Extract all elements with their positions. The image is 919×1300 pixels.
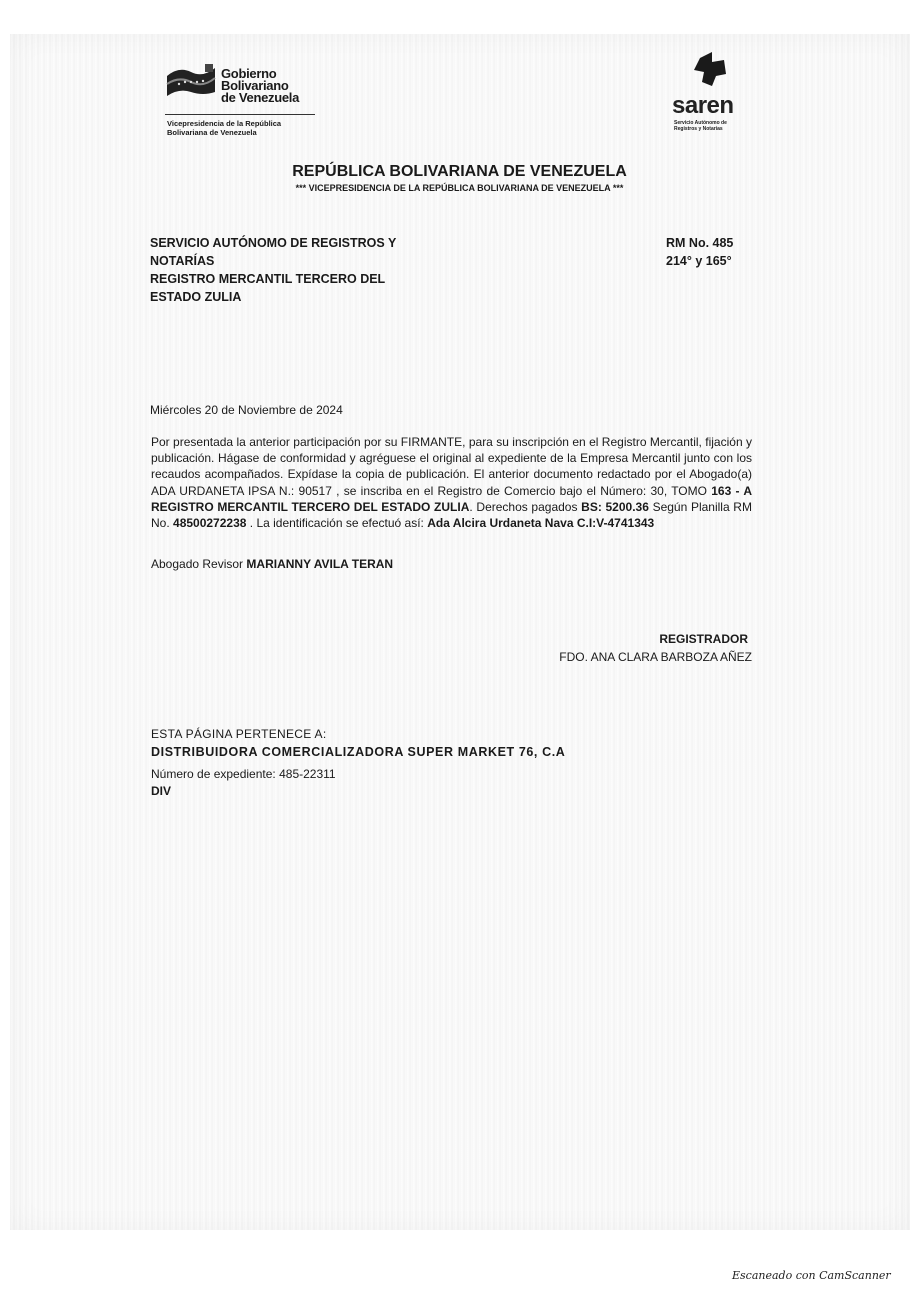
office-block	[150, 234, 396, 306]
identified-person: Ada Alcira Urdaneta Nava	[427, 516, 574, 531]
body-text-1: Por presentada la anterior participación por su FIRMANTE, para su inscripción en el Registro Mercantil, fijación y publicación. Hágase de conformidad y agréguese el original al expediente de la Empresa Mercantil junto con los recaudos acompañados. Expídase la copia de publicación. El anterior documento redactado por el Abogado(a) ADA URDANETA IPSA N.: 90517 , se inscriba en el Registro de Comercio bajo el Número: 30, TOMO	[151, 435, 752, 498]
gov-logo-line-1: Gobierno	[221, 66, 277, 81]
saren-logo	[668, 52, 748, 142]
body-text-4: . La identificación se efectuó así:	[246, 516, 428, 531]
vicepresidency-caption-line-1: Vicepresidencia de la República	[167, 119, 282, 128]
office-line-2: NOTARÍAS	[150, 254, 215, 268]
file-number-label: Número de expediente:	[151, 767, 276, 781]
tomo-value: 163 - A REGISTRO MERCANTIL TERCERO DEL ESTADO ZULIA	[151, 483, 752, 514]
belongs-to-label: ESTA PÁGINA PERTENECE A:	[151, 727, 327, 741]
years-label: 214° y 165°	[666, 254, 732, 268]
reviewer-name: MARIANNY AVILA TERAN	[246, 557, 394, 571]
document-date: Miércoles 20 de Noviembre de 2024	[150, 403, 343, 417]
signature-name: FDO. ANA CLARA BARBOZA AÑEZ	[559, 650, 752, 664]
reviewer-label: Abogado Revisor	[151, 557, 244, 571]
reviewer-line	[151, 557, 393, 571]
registry-number-block	[666, 234, 733, 270]
flag-icon	[165, 62, 217, 98]
signature-role: REGISTRADOR	[659, 632, 748, 646]
gov-logo-line-2: Bolivariano	[221, 78, 289, 93]
government-logo	[165, 52, 325, 112]
file-number-value: 485-22311	[279, 767, 336, 781]
document-subtitle: *** VICEPRESIDENCIA DE LA REPÚBLICA BOLIVARIANA DE VENEZUELA ***	[295, 183, 624, 193]
scanner-watermark: Escaneado con CamScanner	[732, 1269, 891, 1282]
body-paragraph	[151, 434, 752, 531]
rm-number: RM No. 485	[666, 236, 734, 250]
vicepresidency-caption	[167, 119, 281, 137]
id-number: C.I:V-4741343	[576, 516, 655, 531]
planilla-number: 48500272238	[173, 516, 247, 531]
office-line-4: ESTADO ZULIA	[150, 290, 242, 304]
file-number-line	[151, 767, 336, 781]
body-text-3: Según Planilla RM No.	[151, 499, 752, 531]
saren-caption: Servicio Autónomo de Registros y Notarías	[674, 120, 727, 132]
office-line-1: SERVICIO AUTÓNOMO DE REGISTROS Y	[150, 236, 397, 250]
gov-logo-line-3: de Venezuela	[221, 90, 300, 105]
vicepresidency-caption-line-2: Bolivariana de Venezuela	[167, 128, 257, 137]
document-title: REPÚBLICA BOLIVARIANA DE VENEZUELA	[292, 163, 627, 180]
div-label: DIV	[151, 784, 172, 798]
saren-emblem-icon	[690, 52, 730, 88]
scanned-page	[10, 34, 910, 1230]
fees-paid: BS: 5200.36	[581, 499, 649, 514]
logo-divider	[165, 114, 315, 115]
company-name: DISTRIBUIDORA COMERCIALIZADORA SUPER MARKET 76, C.A	[151, 745, 566, 759]
saren-wordmark: saren	[672, 92, 734, 119]
body-text-2: . Derechos pagados	[469, 499, 582, 514]
office-line-3: REGISTRO MERCANTIL TERCERO DEL	[150, 272, 386, 286]
